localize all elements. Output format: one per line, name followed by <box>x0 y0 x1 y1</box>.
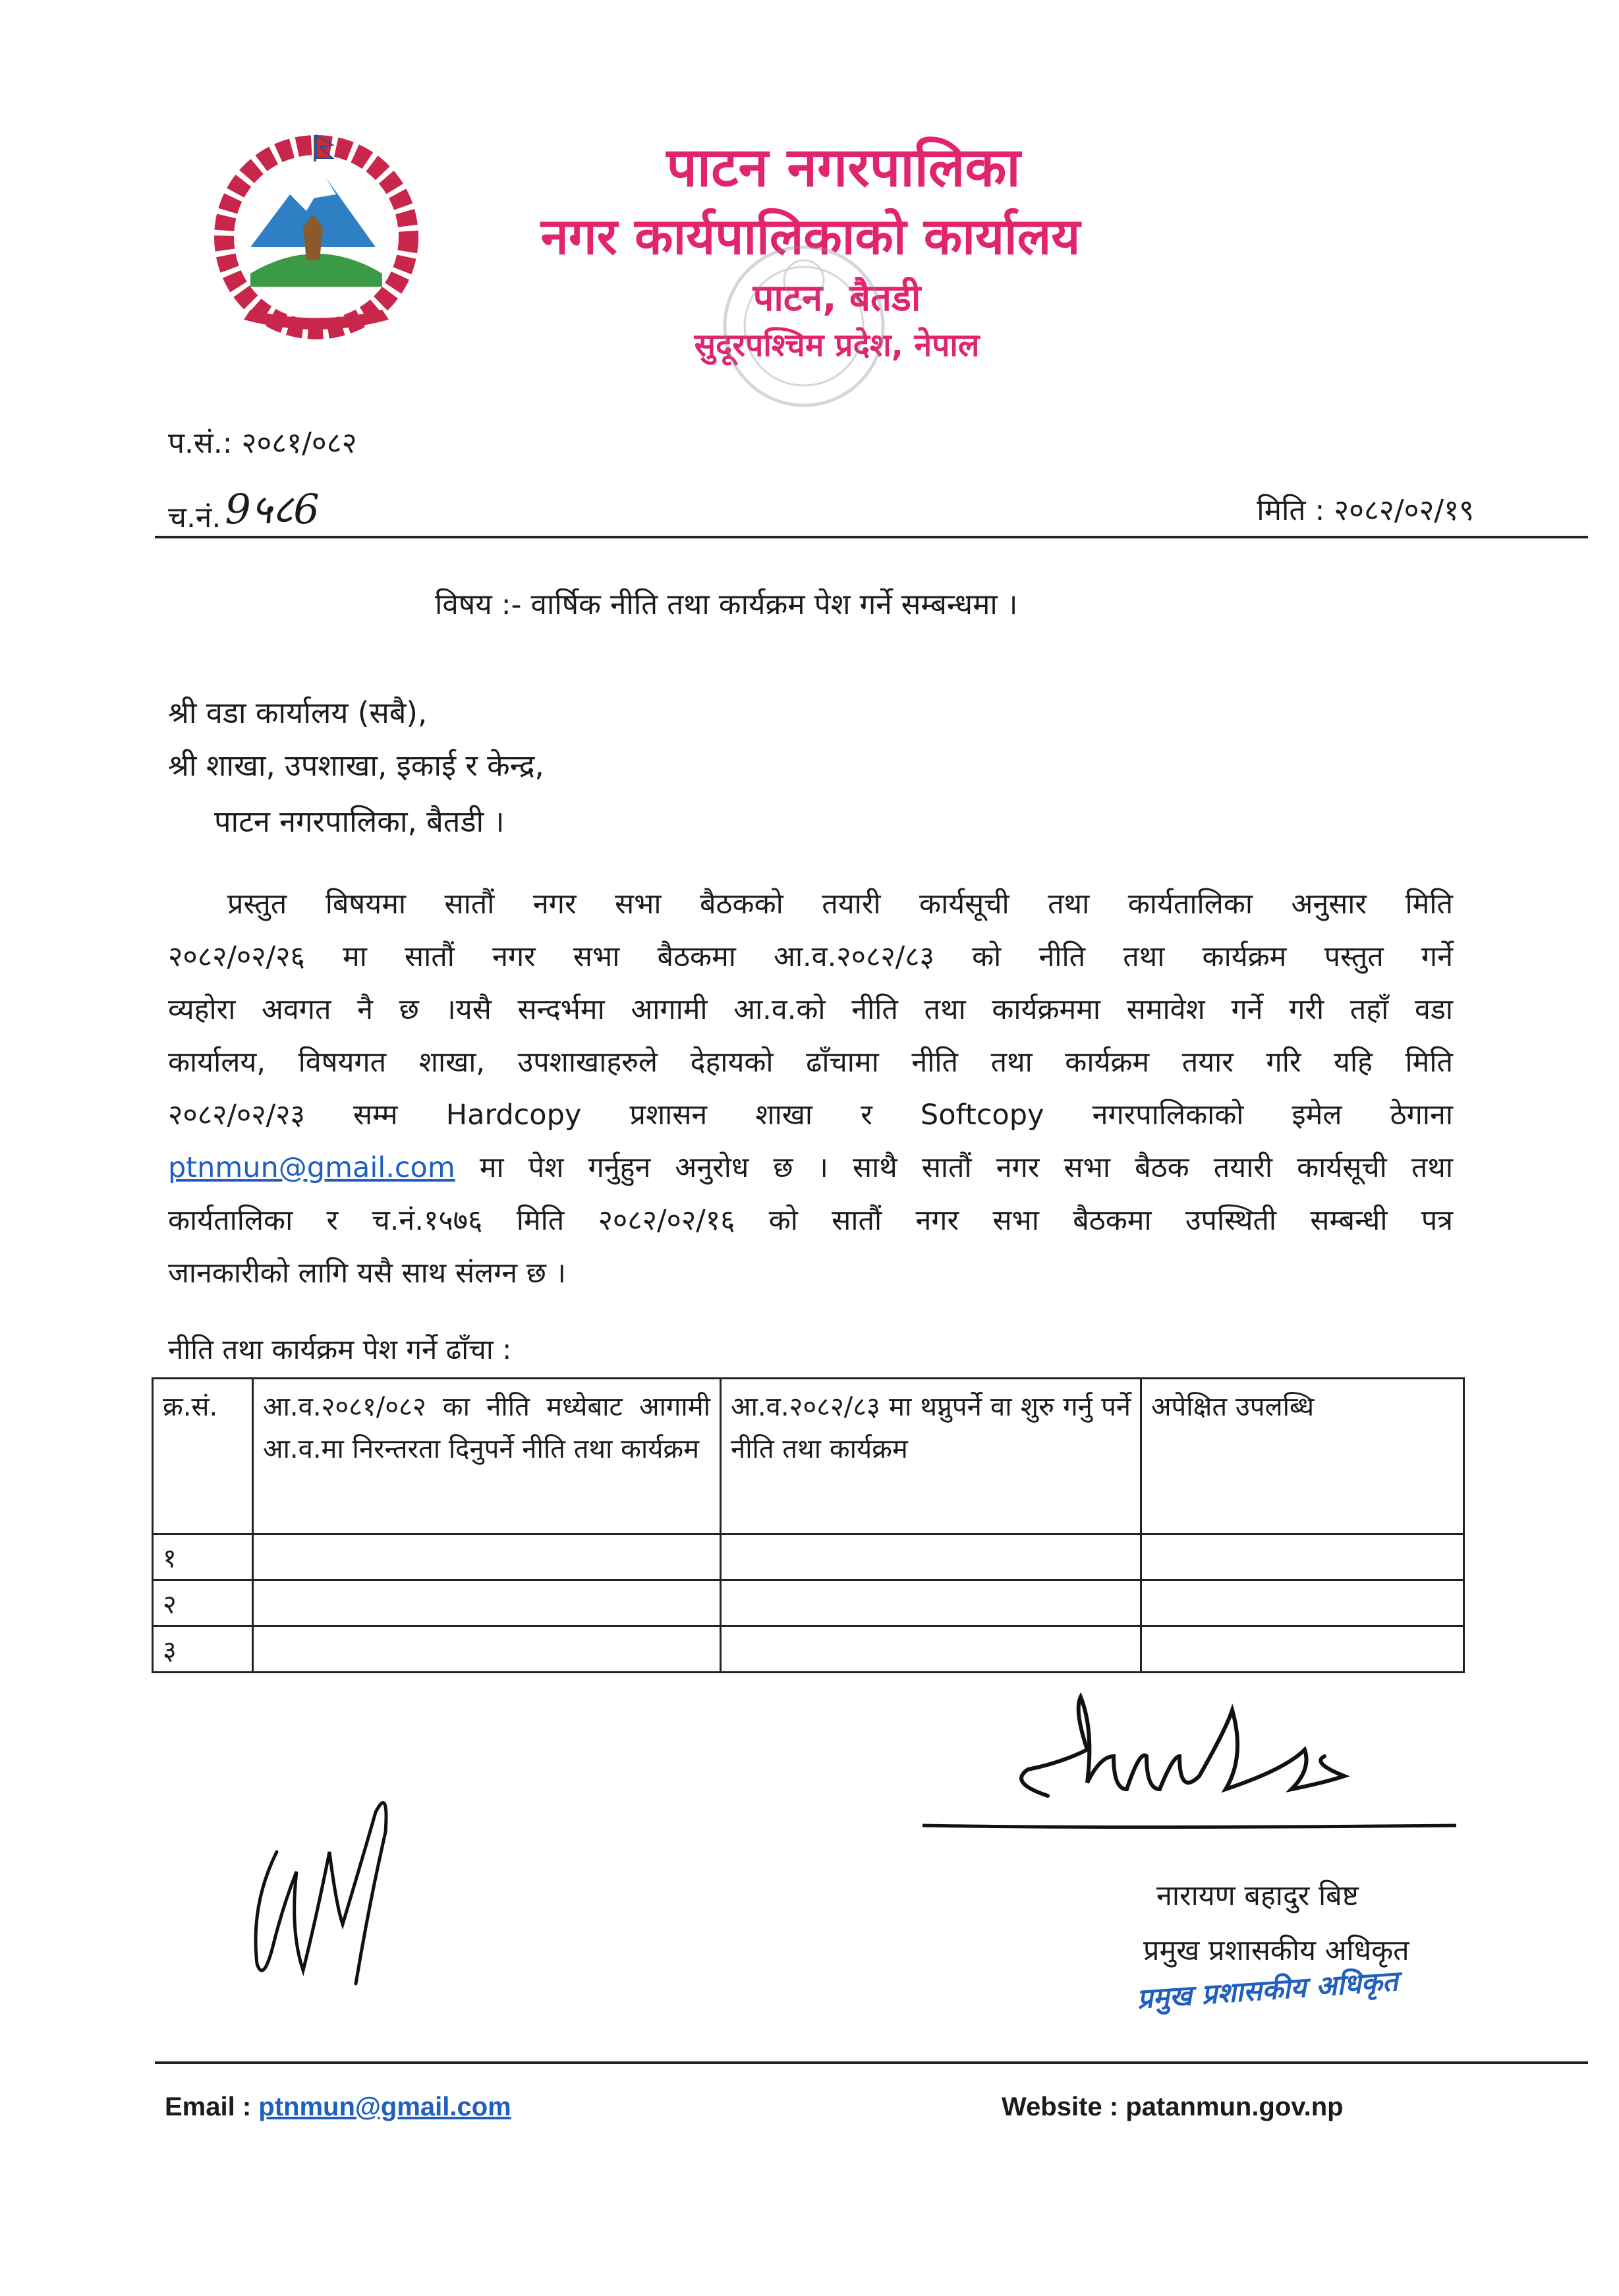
footer-email-link[interactable]: ptnmun@gmail.com <box>258 2092 511 2121</box>
date-label: मिति : <box>1257 494 1325 527</box>
dispatch-number-label: च.नं. <box>168 501 221 534</box>
body-line: २०८२/०२/२३ सम्म Hardcopy प्रशासन शाखा र Softcopy नगरपालिकाको इमेल ठेगाना <box>168 1099 1453 1132</box>
body-line: २०८२/०२/२६ मा सातौं नगर सभा बैठकमा आ.व.२०८२/८३ को नीति तथा कार्यक्रम पस्तुत गर्ने <box>168 940 1453 973</box>
municipality-name: पाटन नगरपालिका <box>666 136 1021 199</box>
body-line: कार्यालय, विषयगत शाखा, उपशाखाहरुले देहायको ढाँचामा नीति तथा कार्यक्रम तयार गरि यहि मिति <box>168 1046 1453 1079</box>
row-serial: १ <box>153 1534 253 1580</box>
dispatch-number <box>168 484 320 540</box>
body-line-text: मा पेश गर्नुहुन अनुरोध छ । साथै सातौं नगर सभा बैठक तयारी कार्यसूची तथा <box>455 1151 1453 1184</box>
addressee-line: श्री वडा कार्यालय (सबै), <box>168 695 428 730</box>
footer-email-label: Email : <box>165 2092 252 2121</box>
table-cell <box>1141 1534 1464 1580</box>
header-serial: क्र.सं. <box>153 1379 253 1534</box>
header-continuing-policies: आ.व.२०८१/०८२ का नीति मध्येबाट आगामी आ.व.मा निरन्तरता दिनुपर्ने नीति तथा कार्यक्रम <box>253 1379 721 1534</box>
footer-website-label: Website : <box>1002 2092 1119 2121</box>
table-row <box>153 1626 1464 1673</box>
letter-number <box>168 422 357 461</box>
footer-divider <box>155 2061 1588 2064</box>
initials-signature <box>237 1773 409 1990</box>
footer-website-link[interactable]: patanmun.gov.np <box>1125 2092 1344 2121</box>
subject-line: विषय :- वार्षिक नीति तथा कार्यक्रम पेश गर्ने सम्बन्धमा । <box>435 588 1018 621</box>
table-row <box>153 1534 1464 1580</box>
body-line: जानकारीको लागि यसै साथ संलग्न छ । <box>168 1257 566 1290</box>
table-cell <box>1141 1626 1464 1673</box>
table-cell <box>253 1626 721 1673</box>
body-line: कार्यतालिका र च.नं.१५७६ मिति २०८२/०२/१६ को सातौं नगर सभा बैठकमा उपस्थिती सम्बन्धी पत्र <box>168 1204 1453 1237</box>
policy-template-table <box>152 1377 1465 1673</box>
addressee-line: श्री शाखा, उपशाखा, इकाई र केन्द्र, <box>168 748 544 783</box>
nepal-emblem-icon <box>198 122 435 346</box>
row-serial: ३ <box>153 1626 253 1673</box>
body-line <box>168 1147 1453 1186</box>
table-title: नीति तथा कार्यक्रम पेश गर्ने ढाँचा : <box>168 1333 512 1365</box>
office-location: पाटन, बैतडी <box>753 277 921 320</box>
body-line: व्यहोरा अवगत नै छ ।यसै सन्दर्भमा आगामी आ.व.को नीति तथा कार्यक्रममा समावेश गर्ने गरी तहाँ वडा <box>168 993 1453 1026</box>
table-cell <box>721 1626 1141 1673</box>
header-new-policies: आ.व.२०८२/८३ मा थप्नुपर्ने वा शुरु गर्नु पर्ने नीति तथा कार्यक्रम <box>721 1379 1141 1534</box>
office-seal-icon <box>712 234 896 425</box>
table-cell <box>721 1534 1141 1580</box>
letter-date <box>1257 489 1474 529</box>
dispatch-number-handwritten: 9५८6 <box>225 485 320 533</box>
header-divider <box>155 536 1588 538</box>
office-name: नगर कार्यपालिकाको कार्यालय <box>540 207 1081 266</box>
table-row <box>153 1580 1464 1626</box>
province-country: सुदूरपश्चिम प्रदेश, नेपाल <box>694 327 980 364</box>
designation-stamp: प्रमुख प्रशासकीय अधिकृत <box>1135 1965 1400 2015</box>
body-line: प्रस्तुत बिषयमा सातौं नगर सभा बैठकको तयारी कार्यसूची तथा कार्यतालिका अनुसार मिति <box>227 888 1453 921</box>
table-cell <box>721 1580 1141 1626</box>
footer-website <box>1002 2092 1344 2122</box>
letter-number-label: प.सं.: <box>168 426 233 460</box>
footer-email <box>165 2092 511 2122</box>
official-signature <box>916 1684 1456 1881</box>
signer-designation: प्रमुख प्रशासकीय अधिकृत <box>1143 1934 1409 1967</box>
letter-number-value: २०८१/०८२ <box>241 426 357 460</box>
body-email-link[interactable]: ptnmun@gmail.com <box>168 1151 455 1184</box>
date-value: २०८२/०२/१९ <box>1334 494 1474 527</box>
signer-name: नारायण बहादुर बिष्ट <box>1156 1880 1359 1912</box>
addressee-line: पाटन नगरपालिका, बैतडी । <box>214 804 505 839</box>
table-header-row <box>153 1379 1464 1534</box>
header-expected-outcome: अपेक्षित उपलब्धि <box>1141 1379 1464 1534</box>
table-cell <box>253 1534 721 1580</box>
table-cell <box>253 1580 721 1626</box>
table-cell <box>1141 1580 1464 1626</box>
row-serial: २ <box>153 1580 253 1626</box>
